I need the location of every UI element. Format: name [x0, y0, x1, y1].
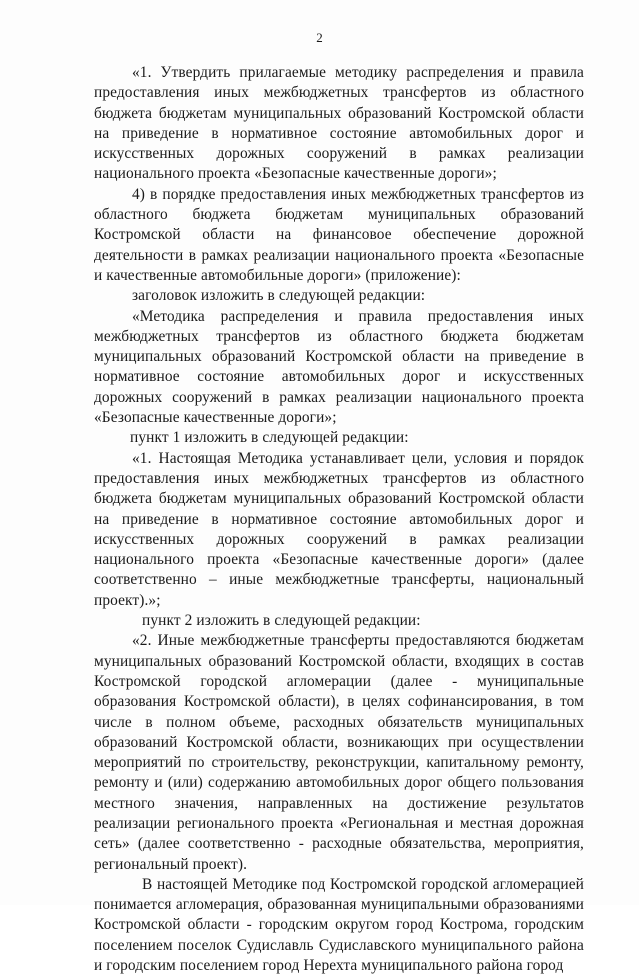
paragraph-agglomeration-definition: В настоящей Методике под Костромской городской агломерацией понимается агломерация, образованная муниципальными образованиями Костромской области - городским округом город Кострома, городским поселением поселок Судиславль Судиславского муниципального района и городским поселением город Нерехта муниципального района город — [94, 875, 584, 975]
paragraph-point-1-instruction: пункт 1 изложить в следующей редакции: — [130, 429, 409, 447]
paragraph-point-2-text: «2. Иные межбюджетные трансферты предоставляются бюджетам муниципальных образований Костромской области, входящих в состав Костромской городской агломерации (далее - муниципальные образования Костромской области), в целях софинансирования, в том числе в полном объеме, расходных обязательств муниципальных образований Костромской области, возникающих при осуществлении мероприятий по строительству, реконструкции, капитальному ремонту, ремонту и (или) содержанию автомобильных дорог общего пользования местного значения, направленных на достижение результатов реализации регионального проекта «Региональная и местная дорожная сеть» (далее соответственно - расходные обязательства, мероприятия, региональный проект). — [94, 632, 584, 873]
paragraph-title-instruction: заголовок изложить в следующей редакции: — [132, 287, 426, 305]
paragraph-approve-methodology: «1. Утвердить прилагаемые методику распределения и правила предоставления иных межбюджетных трансфертов из областного бюджета бюджетам муниципальных образований Костромской области на приведение в нормативное состояние автомобильных дорог и искусственных дорожных сооружений в рамках реализации национального проекта «Безопасные качественные дороги»; — [94, 64, 584, 183]
paragraph-item-4: 4) в порядке предоставления иных межбюджетных трансфертов из областного бюджета бюджетам муниципальных образований Костромской области на финансовое обеспечение дорожной деятельности в рамках реализации национального проекта «Безопасные и качественные автомобильные дороги» (приложение): — [94, 185, 584, 284]
paragraph-point-2-instruction: пункт 2 изложить в следующей редакции: — [142, 612, 421, 630]
page-number: 2 — [316, 30, 323, 45]
paragraph-new-title: «Методика распределения и правила предоставления иных межбюджетных трансфертов из областного бюджета бюджетам муниципальных образований Костромской области на приведение в нормативное состояние автомобильных дорог и искусственных дорожных сооружений в рамках реализации национального проекта «Безопасные качественные дороги»; — [94, 307, 584, 427]
document-body — [94, 63, 584, 976]
paragraph-point-1-text: «1. Настоящая Методика устанавливает цели, условия и порядок предоставления иных межбюджетных трансфертов из областного бюджета бюджетам муниципальных образований Костромской области на приведение в нормативное состояние автомобильных дорог и искусственных дорожных сооружений в рамках реализации национального проекта «Безопасные качественные дороги» (далее соответственно – иные межбюджетные трансферты, национальный проект).»; — [94, 449, 584, 609]
